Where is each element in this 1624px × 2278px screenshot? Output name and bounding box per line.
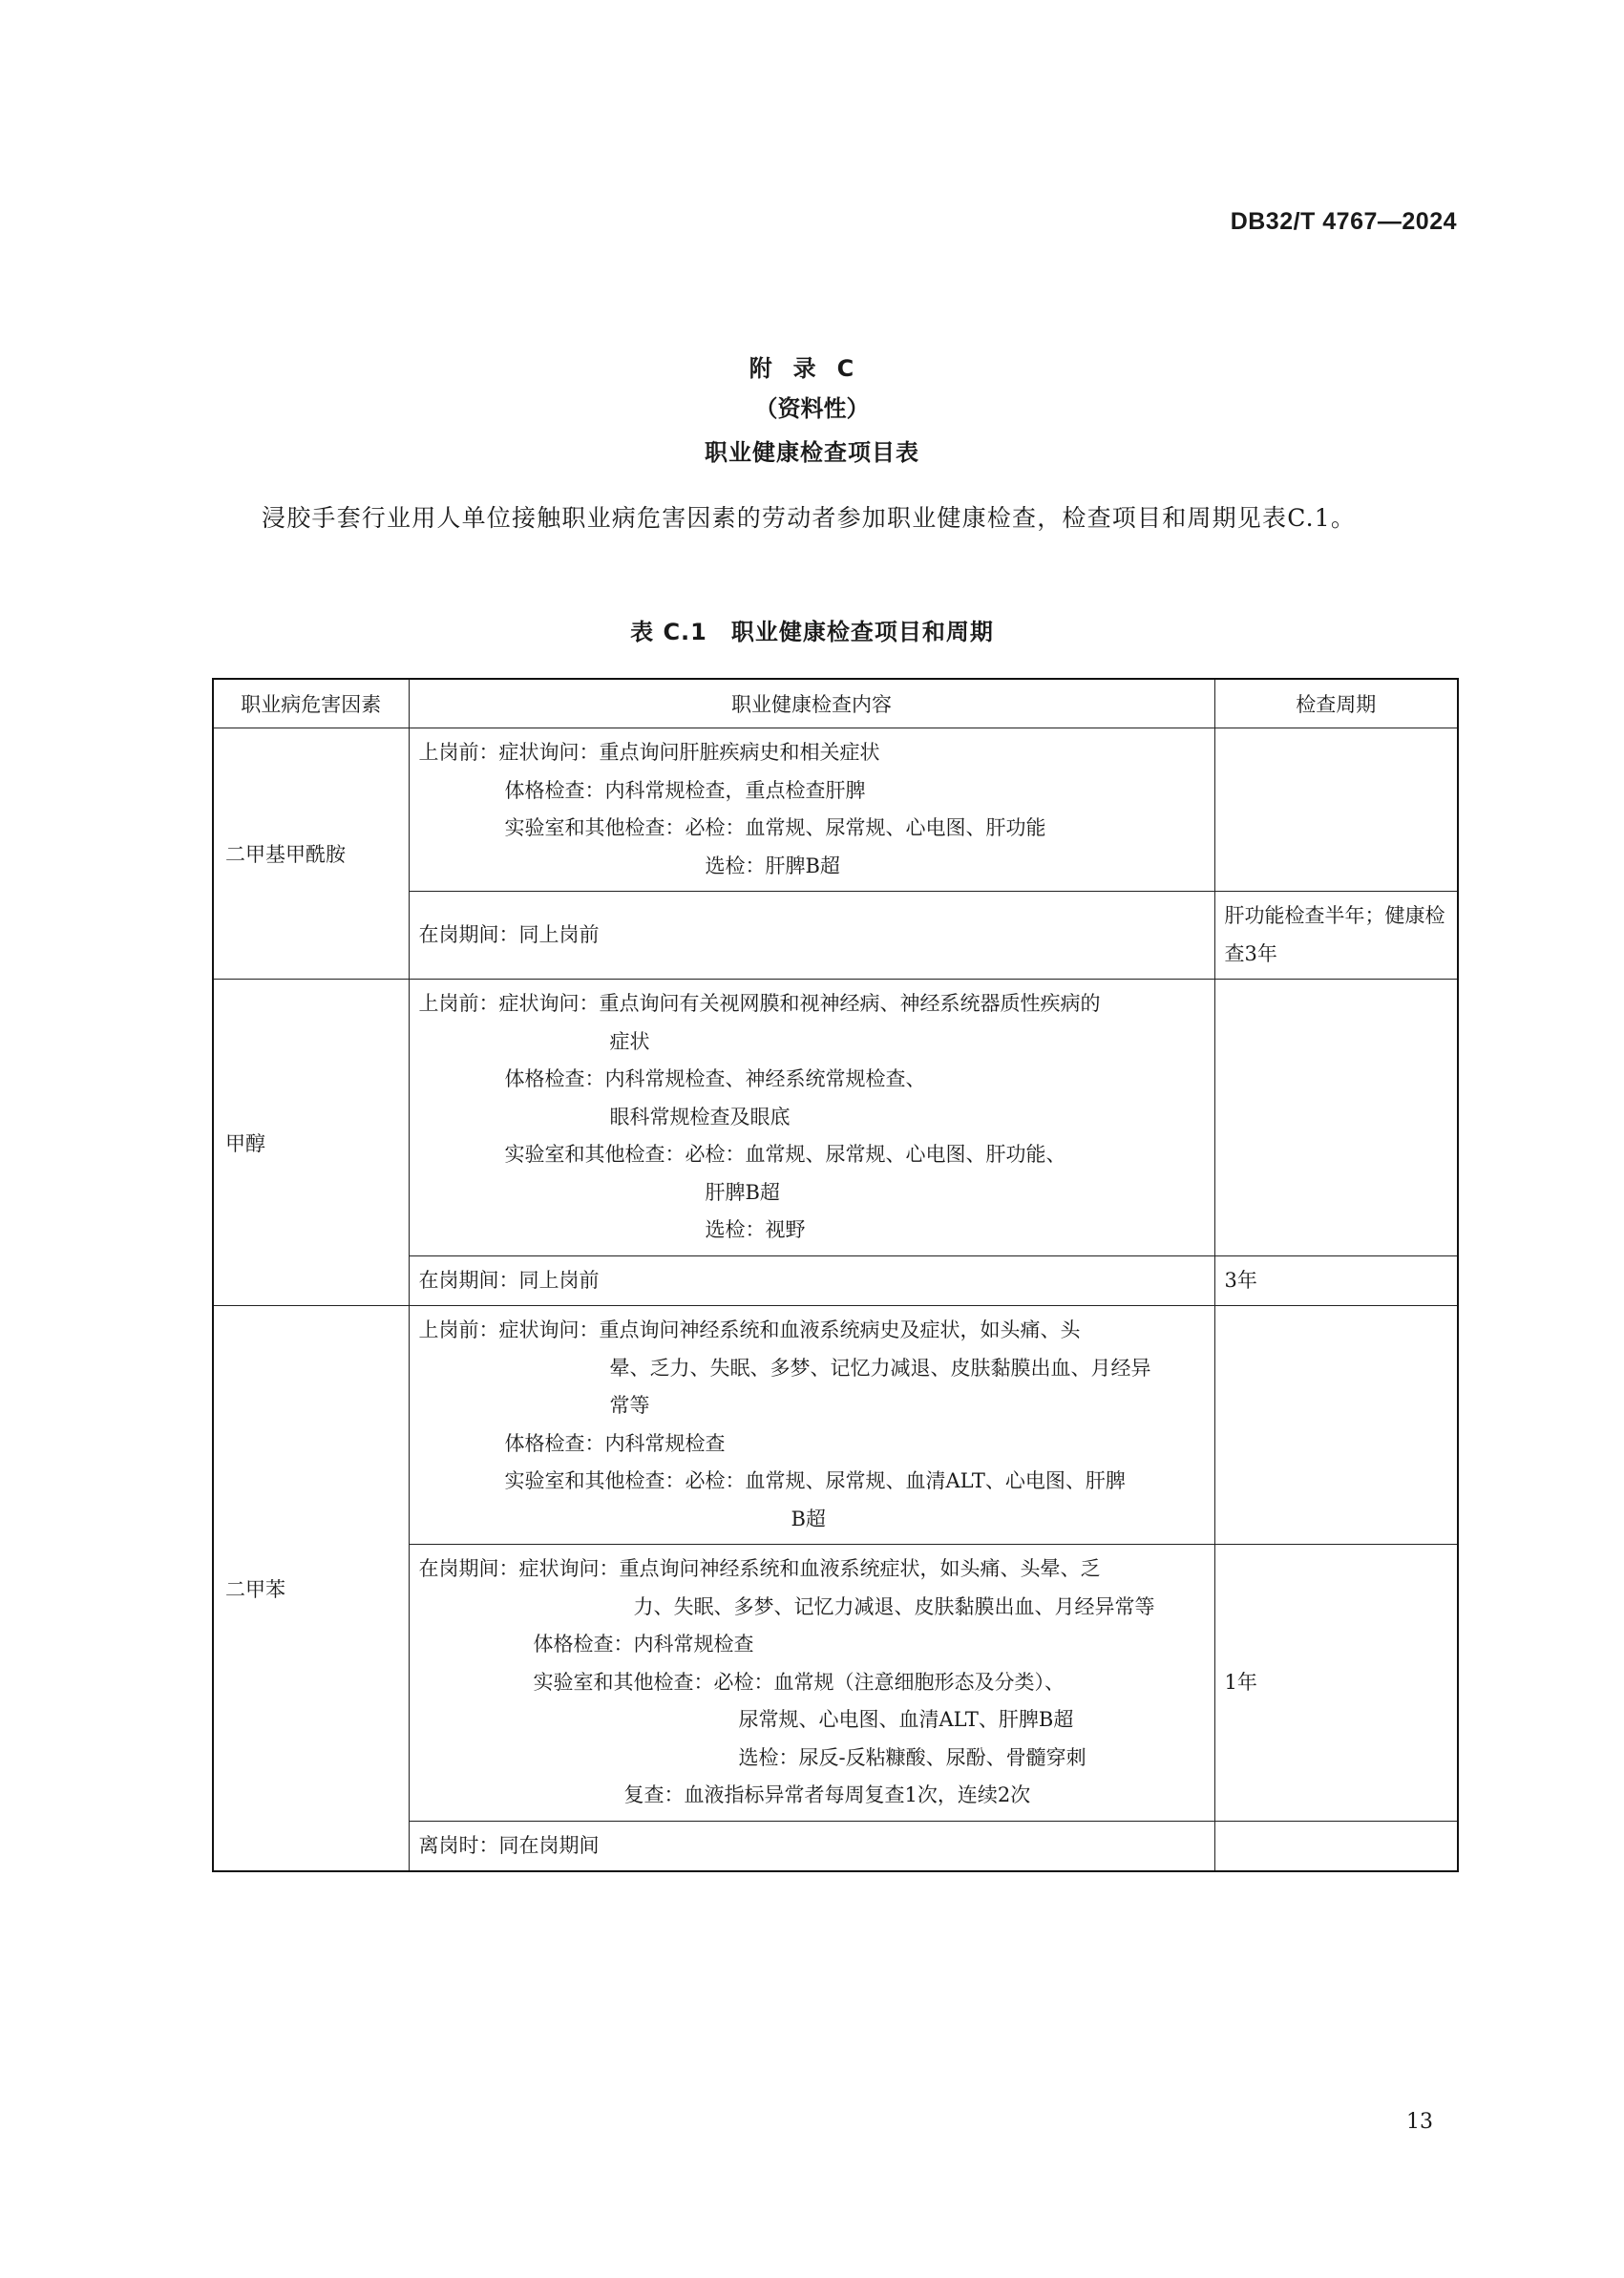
table-header-row — [213, 679, 1458, 728]
check-period: 1年 — [1214, 1545, 1458, 1822]
content-line: 常等 — [609, 1394, 650, 1417]
table-row — [213, 980, 1458, 1256]
content-line: 上岗前：症状询问：重点询问肝脏疾病史和相关症状 — [418, 741, 880, 764]
appendix-type: （资料性） — [754, 395, 870, 422]
content-line: 在岗期间：同上岗前 — [418, 922, 600, 946]
content-line: 上岗前：症状询问：重点询问神经系统和血液系统病史及症状，如头痛、头 — [418, 1318, 1081, 1341]
content-line: 眼科常规检查及眼底 — [609, 1105, 791, 1128]
content-line: 复查：血液指标异常者每周复查1次，连续2次 — [623, 1783, 1031, 1806]
check-period — [1214, 1821, 1458, 1871]
table-row — [213, 728, 1458, 892]
content-line: 实验室和其他检查：必检：血常规（注意细胞形态及分类）、 — [533, 1670, 1065, 1694]
content-line: 体格检查：内科常规检查、神经系统常规检查、 — [504, 1067, 926, 1090]
appendix-label: 附录C — [749, 355, 875, 382]
content-line: 肝脾B超 — [705, 1180, 780, 1204]
health-check-table — [212, 678, 1459, 1872]
check-period — [1214, 1306, 1458, 1545]
table-body — [213, 728, 1458, 1872]
check-content — [409, 892, 1214, 980]
check-period — [1214, 728, 1458, 892]
check-period: 3年 — [1214, 1255, 1458, 1306]
hazard-factor: 二甲苯 — [213, 1306, 409, 1872]
check-content — [409, 980, 1214, 1256]
content-line: 选检：视野 — [705, 1218, 806, 1241]
content-line: 实验室和其他检查：必检：血常规、尿常规、血清ALT、心电图、肝脾 — [504, 1469, 1126, 1492]
check-content — [409, 1255, 1214, 1306]
content-line: 尿常规、心电图、血清ALT、肝脾B超 — [738, 1708, 1074, 1731]
check-period — [1214, 980, 1458, 1256]
hazard-factor: 甲醇 — [213, 980, 409, 1306]
content-line: 选检：尿反-反粘糠酸、尿酚、骨髓穿刺 — [738, 1745, 1086, 1769]
check-content — [409, 1821, 1214, 1871]
content-line: 在岗期间：症状询问：重点询问神经系统和血液系统症状，如头痛、头晕、乏 — [418, 1557, 1101, 1580]
content-line: B超 — [791, 1507, 826, 1530]
content-line: 体格检查：内科常规检查 — [533, 1633, 754, 1656]
intro-paragraph: 浸胶手套行业用人单位接触职业病危害因素的劳动者参加职业健康检查，检查项目和周期见表C.1。 — [262, 504, 1357, 532]
content-line: 体格检查：内科常规检查，重点检查肝脾 — [504, 778, 866, 802]
hazard-factor: 二甲基甲酰胺 — [213, 728, 409, 980]
content-line: 力、失眠、多梦、记忆力减退、皮肤黏膜出血、月经异常等 — [633, 1594, 1155, 1618]
check-period: 肝功能检查半年；健康检查3年 — [1214, 892, 1458, 980]
content-line: 选检：肝脾B超 — [705, 854, 840, 877]
check-content — [409, 1306, 1214, 1545]
table-row — [213, 1306, 1458, 1545]
check-content — [409, 728, 1214, 892]
content-line: 离岗时：同在岗期间 — [418, 1833, 600, 1857]
content-line: 症状 — [609, 1029, 650, 1053]
page-number: 13 — [1406, 2110, 1433, 2134]
table-caption: 表 C.1 职业健康检查项目和周期 — [630, 619, 994, 645]
content-line: 实验室和其他检查：必检：血常规、尿常规、心电图、肝功能 — [504, 816, 1046, 839]
content-line: 在岗期间：同上岗前 — [418, 1268, 600, 1292]
header-content: 职业健康检查内容 — [409, 679, 1214, 728]
content-line: 上岗前：症状询问：重点询问有关视网膜和视神经病、神经系统器质性疾病的 — [418, 992, 1101, 1015]
appendix-title: 职业健康检查项目表 — [705, 439, 919, 466]
content-line: 晕、乏力、失眠、多梦、记忆力减退、皮肤黏膜出血、月经异 — [609, 1356, 1151, 1380]
header-period: 检查周期 — [1214, 679, 1458, 728]
check-content — [409, 1545, 1214, 1822]
content-line: 实验室和其他检查：必检：血常规、尿常规、心电图、肝功能、 — [504, 1143, 1066, 1166]
header-factor: 职业病危害因素 — [213, 679, 409, 728]
standard-number: DB32/T 4767—2024 — [1230, 208, 1457, 235]
content-line: 体格检查：内科常规检查 — [504, 1431, 726, 1455]
